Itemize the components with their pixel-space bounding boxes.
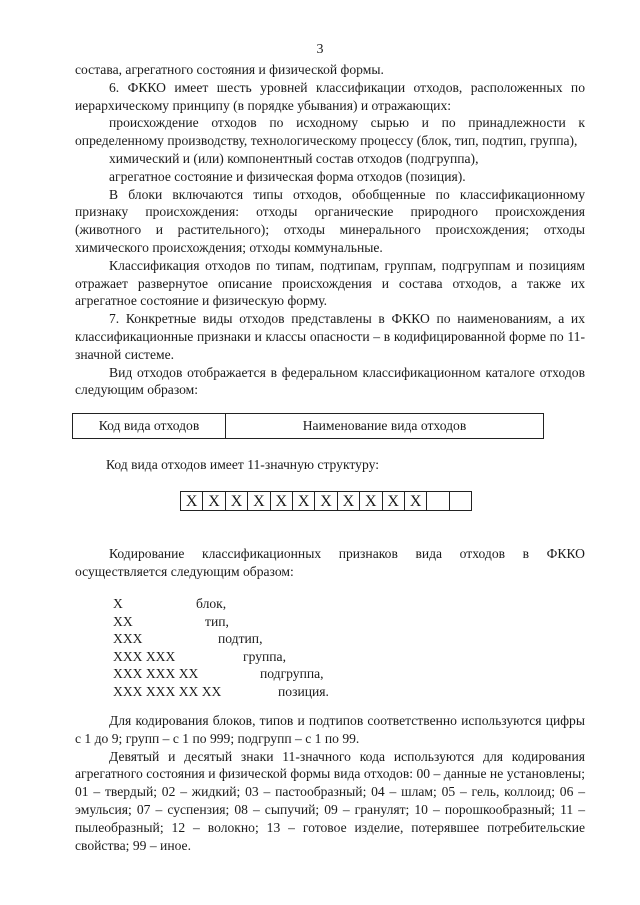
level-name: блок,: [196, 596, 227, 611]
level-code: XXX XXX XX: [113, 666, 199, 682]
level-code: XX: [113, 613, 133, 629]
bottom-text-block: [75, 712, 585, 854]
paragraph-item-6: 6. ФККО имеет шесть уровней классификации отходов, расположенных по иерархическому принципу (в порядке убывания) и отражающих:: [75, 79, 585, 113]
paragraph-intro-continuation: состава, агрегатного состояния и физической формы.: [75, 62, 384, 77]
level-code: XXX XXX XX XX: [113, 683, 222, 699]
code-structure-cells: [180, 491, 472, 511]
code-cell: X: [338, 491, 360, 511]
code-cell: X: [293, 491, 315, 511]
top-text-block: [75, 61, 585, 399]
waste-code-table: [72, 413, 544, 439]
paragraph-coding: Кодирование классификационных признаков вида отходов в ФККО осуществляется следующим образом:: [75, 546, 585, 579]
code-cell: X: [405, 491, 427, 511]
level-name: подгруппа,: [260, 666, 324, 682]
paragraph-origin: происхождение отходов по исходному сырью и по принадлежности к определенному производству, технологическому процессу (блок, тип, подтип, группа),: [75, 115, 585, 149]
code-cell: X: [248, 491, 270, 511]
paragraph-item-7: 7. Конкретные виды отходов представлены в ФККО по наименованиям, а их классификационные признаки и классы опасности – в кодифицированной форме по 11-значной системе.: [75, 311, 585, 362]
level-name: подтип,: [218, 631, 263, 647]
code-cell: X: [271, 491, 293, 511]
level-code: X: [113, 596, 123, 611]
code-cell: X: [203, 491, 225, 511]
code-cell: X: [181, 491, 203, 511]
paragraph-code-ranges: Для кодирования блоков, типов и подтипов соответственно используются цифры с 1 до 9; групп – с 1 по 999; подгрупп – с 1 по 99.: [75, 713, 585, 746]
paragraph-state: агрегатное состояние и физическая форма отходов (позиция).: [109, 168, 466, 184]
code-cell: [450, 491, 472, 511]
paragraph-blocks: В блоки включаются типы отходов, обобщенные по классификационному признаку происхождения: отходы органические природного происхождения (животного и растительного); отходы минерального происхождения; отходы химического происхождения; отходы коммунальные.: [75, 186, 585, 255]
code-cell: X: [360, 491, 382, 511]
structure-caption: Код вида отходов имеет 11-значную структуру:: [106, 457, 379, 472]
code-cell: X: [383, 491, 405, 511]
page-number: 3: [316, 42, 324, 57]
paragraph-composition: химический и (или) компонентный состав отходов (подгруппа),: [109, 150, 479, 166]
paragraph-state-codes: Девятый и десятый знаки 11-значного кода используются для кодирования агрегатного состояния и физической формы вида отходов: 00 – данные не установлены; 01 – твердый; 02 – жидкий; 03 – пастообразный; 04 – шлам; 05 – гель, коллоид; 06 – эмульсия; 07 – суспензия; 08 – сыпучий; 09 – гранулят; 10 – порошкообразный; 11 – пылеобразный; 12 – волокно; 13 – готовое изделие, потерявшее потребительские свойства; 99 – иное.: [75, 748, 585, 853]
level-name: группа,: [243, 648, 286, 664]
level-name: позиция.: [278, 683, 329, 699]
code-cell: X: [226, 491, 248, 511]
level-code: XXX XXX: [113, 648, 176, 664]
table-header-code: Код вида отходов: [73, 414, 226, 439]
level-name: тип,: [205, 613, 229, 629]
table-header-name: Наименование вида отходов: [226, 414, 544, 439]
level-code: XXX: [113, 631, 143, 647]
code-cell: [427, 491, 449, 511]
code-cell: X: [315, 491, 337, 511]
paragraph-display: Вид отходов отображается в федеральном классификационном каталоге отходов следующим образом:: [75, 364, 585, 398]
paragraph-classification: Классификация отходов по типам, подтипам, группам, подгруппам и позициям отражает развернутое описание происхождения и состава отходов, а также их агрегатное состояние и физическую форму.: [75, 257, 585, 309]
